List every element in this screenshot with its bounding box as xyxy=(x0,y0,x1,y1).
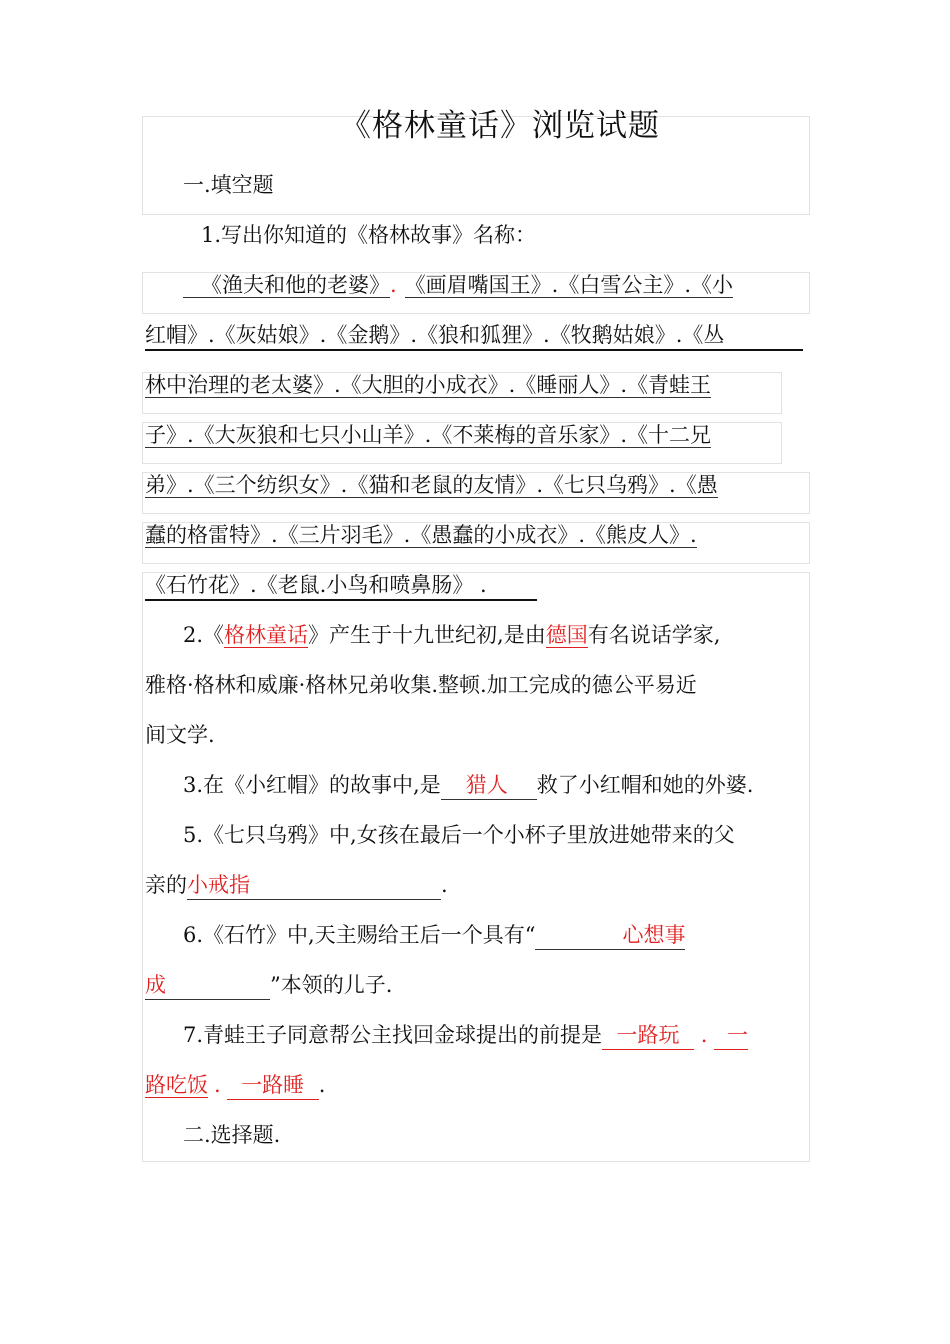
q5-answer-blank: 小戒指 xyxy=(187,871,441,900)
q1-answer-line-2 xyxy=(145,321,724,349)
q2-answer-title: 格林童话 xyxy=(224,623,309,647)
q1-answer-line-6 xyxy=(145,521,697,549)
q1-prompt: 1.写出你知道的《格林故事》名称： xyxy=(201,223,537,247)
q1-answer-line-3 xyxy=(145,371,711,399)
q7-answer-blank-1: 一路玩 xyxy=(602,1021,694,1050)
q6-answer-blank: 心想事 xyxy=(535,921,685,950)
q7-line-2 xyxy=(145,1071,325,1100)
q3-text: 3.在《小红帽》的故事中,是 xyxy=(183,773,441,797)
q2-line-1 xyxy=(183,621,720,649)
q1-line-text: 《石竹花》.《老鼠.小鸟和喷鼻肠》 . xyxy=(145,573,487,597)
q7-answer-blank-2-cont: 路吃饭 xyxy=(145,1073,208,1097)
q1-underline-2 xyxy=(145,349,803,351)
q5-line-1: 5.《七只乌鸦》中,女孩在最后一个小杯子里放进她带来的父 xyxy=(183,823,735,847)
q1-line-text: 子》.《大灰狼和七只小山羊》.《不莱梅的音乐家》.《十二兄 xyxy=(145,423,712,447)
q2-line-3: 间文学. xyxy=(145,723,215,747)
q3-text-tail: 救了小红帽和她的外婆. xyxy=(536,773,754,797)
q3-line xyxy=(183,771,753,800)
section-heading-choice: 二.选择题. xyxy=(183,1123,281,1147)
q2-answer-country: 德国 xyxy=(545,623,588,647)
q6-text: 6.《石竹》中,天主赐给王后一个具有“ xyxy=(183,923,536,947)
q1-line-text: 弟》.《三个纺织女》.《猫和老鼠的友情》.《七只乌鸦》.《愚 xyxy=(145,473,718,497)
q1-line-text: 林中治理的老太婆》.《大胆的小成衣》.《睡丽人》.《青蛙王 xyxy=(145,373,712,397)
q5-text-tail: . xyxy=(441,873,448,897)
q3-answer-blank: 猎人 xyxy=(441,771,537,800)
q7-answer-blank-3: 一路睡 xyxy=(227,1071,319,1100)
q1-line-text: 蠢的格雷特》.《三片羽毛》.《愚蠢的小成衣》.《熊皮人》. xyxy=(145,523,697,547)
q6-text-tail: ”本领的儿子. xyxy=(270,973,393,997)
q1-answer-line-4 xyxy=(145,421,711,449)
q1-underline-7 xyxy=(145,599,537,601)
q1-answer-line-5 xyxy=(145,471,718,499)
q2-line-2: 雅格·格林和威廉·格林兄弟收集.整顿.加工完成的德公平易近 xyxy=(145,673,697,697)
section-heading-fill-in: 一.填空题 xyxy=(183,173,274,197)
q5-text: 亲的 xyxy=(145,873,187,897)
page-title: 《格林童话》浏览试题 xyxy=(340,108,660,144)
q7-text: 7.青蛙王子同意帮公主找回金球提出的前提是 xyxy=(183,1023,603,1047)
q1-title: 《渔夫和他的老婆》 xyxy=(183,273,390,298)
q6-line-1 xyxy=(183,921,685,950)
q6-answer-blank-cont: 成 xyxy=(145,971,270,1000)
q2-open-quote: 《 xyxy=(203,623,225,647)
q6-line-2 xyxy=(145,971,392,1000)
q7-separator: . xyxy=(700,1023,708,1047)
q2-number: 2. xyxy=(183,623,204,647)
q7-answer-blank-2: 一 xyxy=(714,1021,748,1050)
q7-line-1 xyxy=(183,1021,748,1050)
q1-titles: 《画眉嘴国王》.《白雪公主》.《小 xyxy=(404,273,734,297)
q2-text: 》产生于十九世纪初,是由 xyxy=(308,623,546,647)
q7-separator: . xyxy=(214,1073,221,1097)
q2-text-tail: 有名说话学家, xyxy=(587,623,721,647)
q1-separator: . xyxy=(390,273,397,297)
q1-line-text: 红帽》.《灰姑娘》.《金鹅》.《狼和狐狸》.《牧鹅姑娘》.《丛 xyxy=(145,323,725,347)
q1-answer-line-1 xyxy=(183,271,733,299)
q5-line-2 xyxy=(145,871,448,900)
q1-answer-line-7 xyxy=(145,571,487,599)
q7-end: . xyxy=(318,1073,326,1097)
